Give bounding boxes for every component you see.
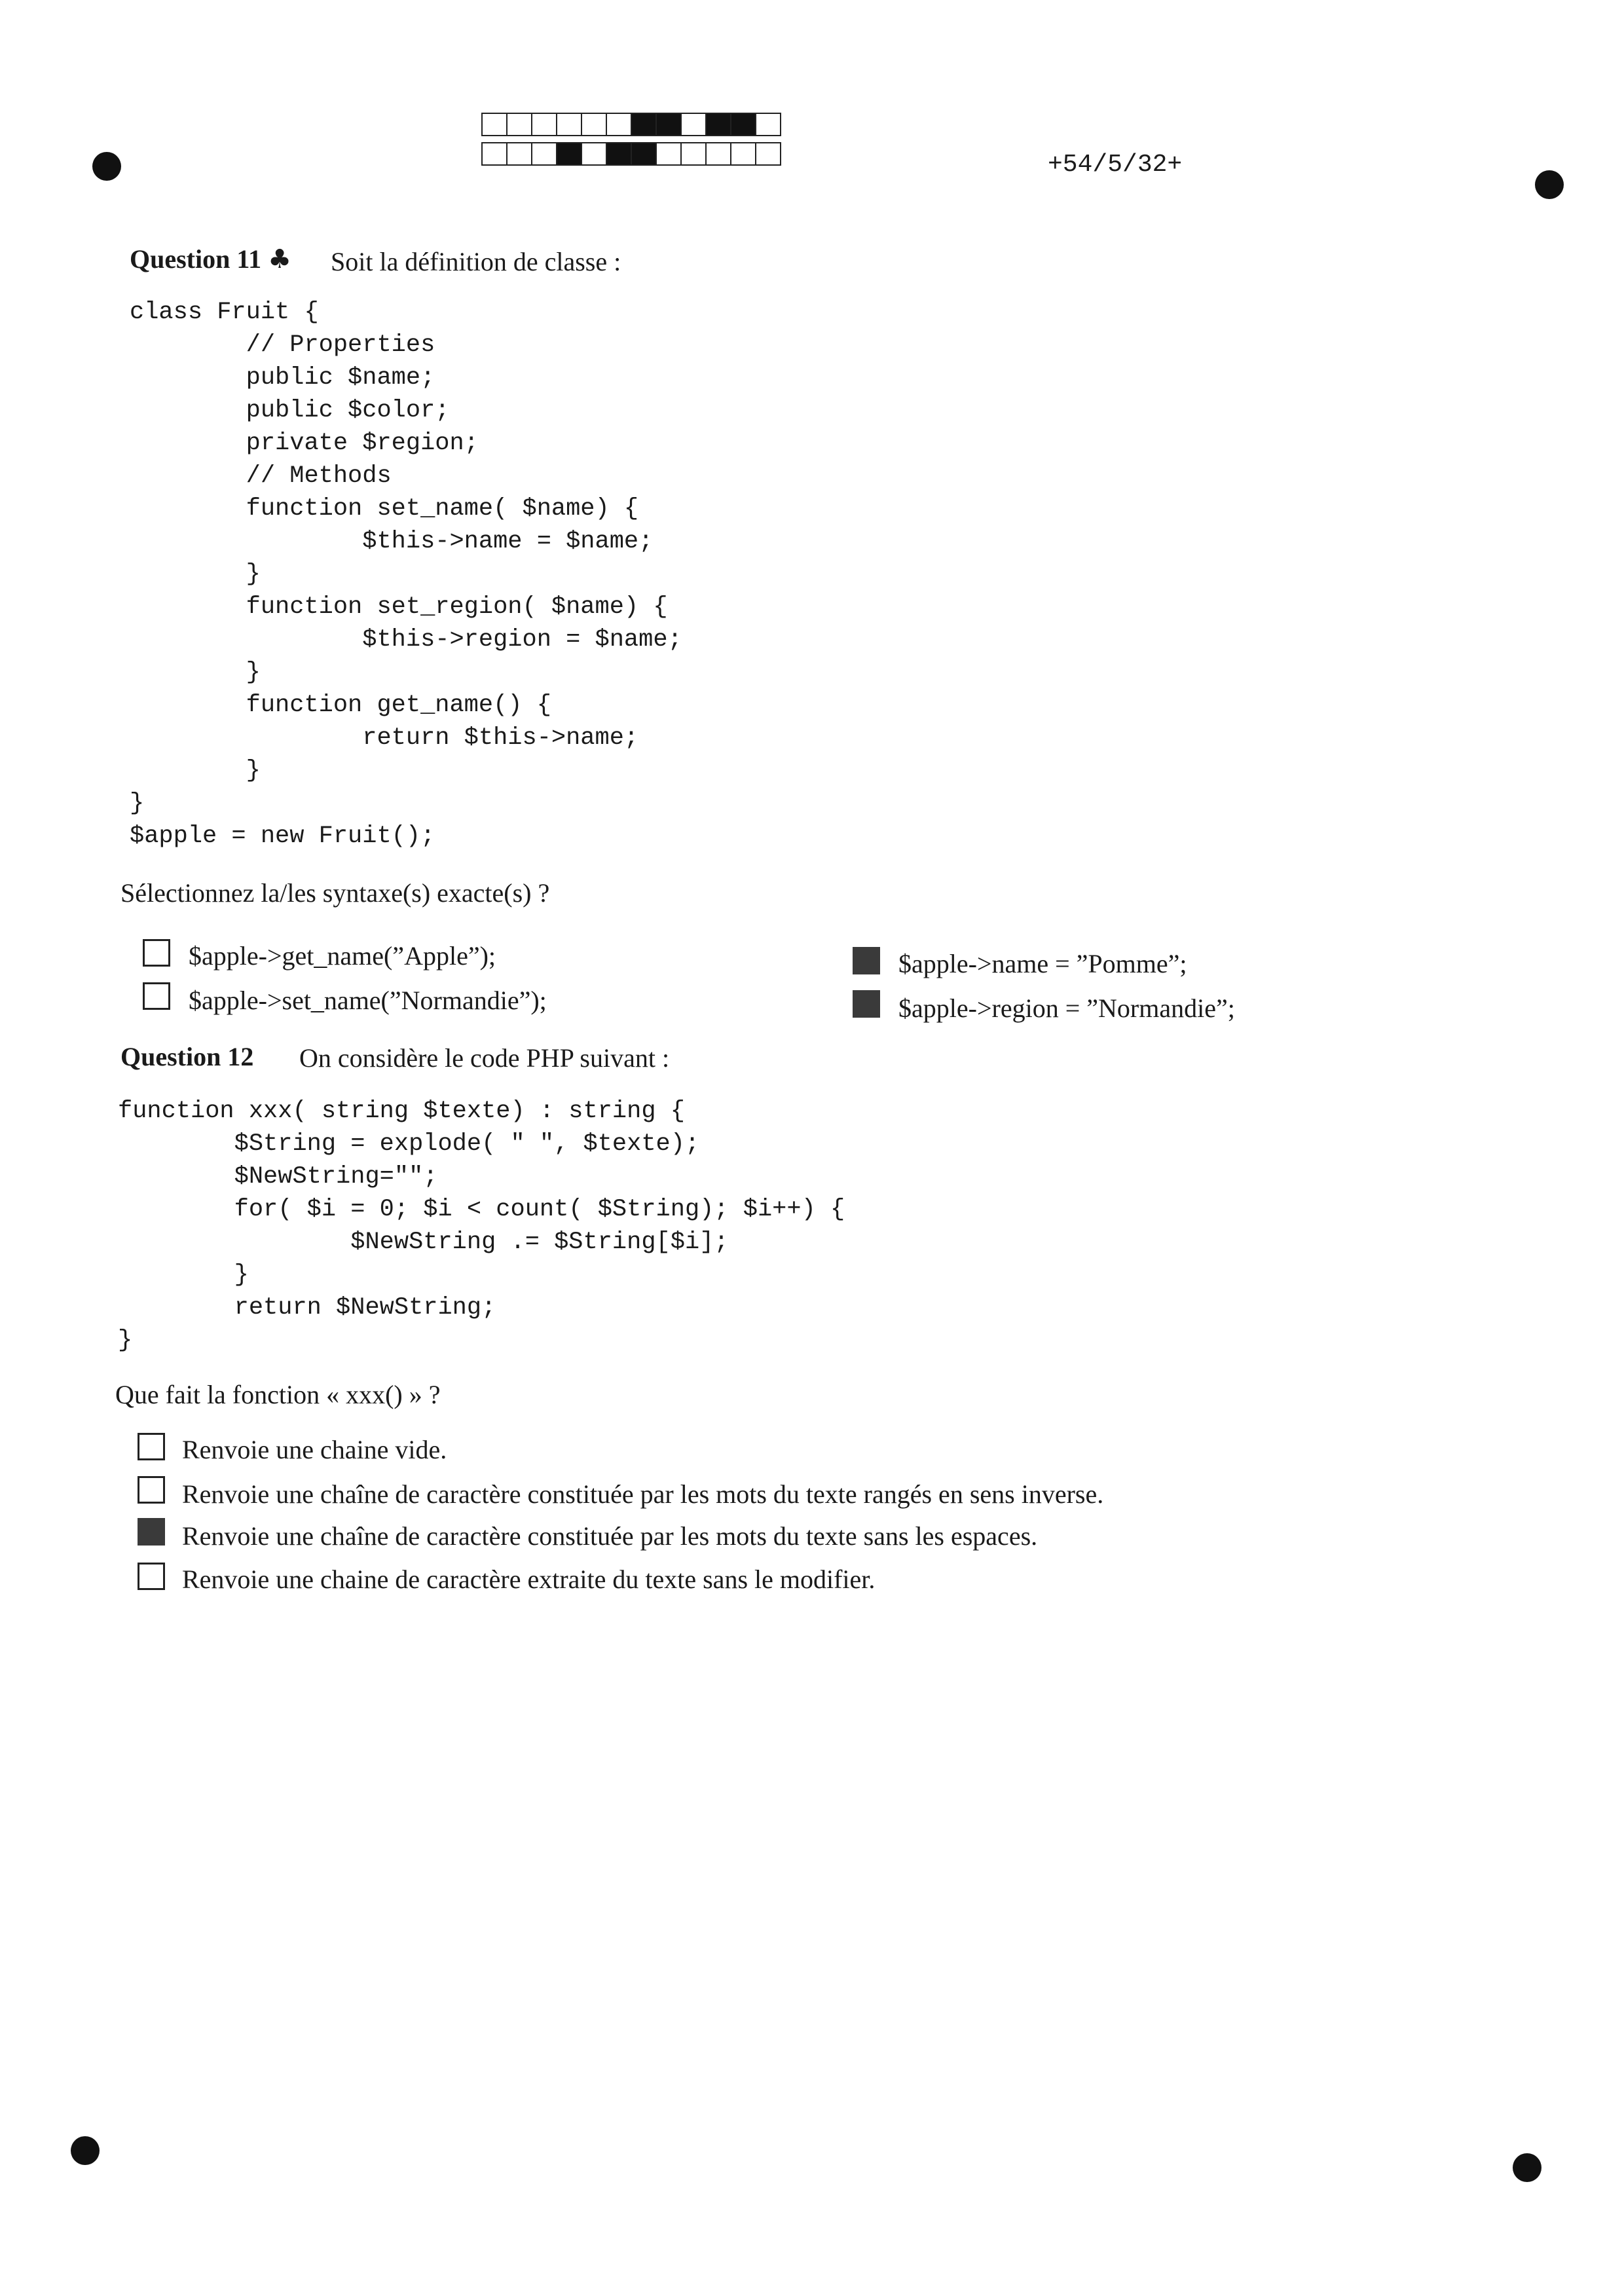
answer-checkbox[interactable] [138,1433,165,1460]
barcode-cell [680,142,707,166]
answer-label: $apple->region = ”Normandie”; [898,993,1235,1023]
barcode-cell [705,142,731,166]
barcode-cell [481,113,507,136]
registration-mark-bottom-left [71,2136,100,2165]
answer-label: Renvoie une chaine vide. [182,1435,447,1464]
question-12-instruction: Que fait la fonction « xxx() » ? [115,1380,441,1409]
barcode-cell [506,142,532,166]
answer-checkbox[interactable] [138,1518,165,1546]
barcode-cell [730,142,756,166]
registration-mark-top-right [1535,170,1564,199]
answer-label: $apple->get_name(”Apple”); [189,941,496,971]
answer-label: $apple->set_name(”Normandie”); [189,986,547,1015]
barcode-cell [631,113,657,136]
sheet-id: +54/5/32+ [1048,151,1183,179]
barcode-cell [606,142,632,166]
answer-checkbox[interactable] [138,1476,165,1504]
question-11-instruction: Sélectionnez la/les syntaxe(s) exacte(s) ? [120,878,550,908]
barcode-cell [531,142,557,166]
barcode-cell [556,113,582,136]
barcode-cell [481,142,507,166]
answer-checkbox[interactable] [853,947,880,974]
answer-checkbox[interactable] [853,990,880,1018]
barcode-cell [705,113,731,136]
question-11-title [130,244,291,274]
answer-label: $apple->name = ”Pomme”; [898,949,1187,978]
barcode-cell [655,142,682,166]
barcode-cell [730,113,756,136]
barcode-cell [680,113,707,136]
barcode-cell [581,142,607,166]
question-11-code: class Fruit { // Properties public $name; public $color; private $region; // Methods function set_name( $name) { $this->name = $name; } function set_region( $name) { $this->region = $name; } function get_name() { return $this->name; } } $apple = new Fruit(); [130,299,682,850]
question-11-prompt: Soit la définition de classe : [331,247,621,276]
answer-checkbox[interactable] [143,939,170,967]
barcode-cell [531,113,557,136]
club-icon: ♣ [268,244,292,274]
barcode-cell [655,113,682,136]
barcode-cell [556,142,582,166]
answer-checkbox[interactable] [143,982,170,1010]
question-12-prompt: On considère le code PHP suivant : [299,1043,670,1073]
barcode-cell [581,113,607,136]
barcode-row-2 [481,142,780,166]
answer-checkbox[interactable] [138,1563,165,1590]
answer-label: Renvoie une chaîne de caractère constituée par les mots du texte rangés en sens inverse. [182,1479,1104,1509]
registration-mark-bottom-right [1513,2153,1541,2182]
question-12-code: function xxx( string $texte) : string { $String = explode( " ", $texte); $NewString=""; for( $i = 0; $i < count( $String); $i++) { $NewString .= $String[$i]; } return $NewString; } [118,1098,845,1354]
question-11-label: Question 11 [130,244,262,274]
barcode-cell [755,142,781,166]
answer-label: Renvoie une chaîne de caractère constituée par les mots du texte sans les espaces. [182,1521,1038,1551]
question-12-title: Question 12 [120,1042,254,1071]
barcode-row-1 [481,113,780,136]
barcode-cell [606,113,632,136]
answer-label: Renvoie une chaine de caractère extraite du texte sans le modifier. [182,1565,876,1594]
barcode-cell [631,142,657,166]
barcode-cell [755,113,781,136]
barcode-cell [506,113,532,136]
registration-mark-top-left [92,152,121,181]
